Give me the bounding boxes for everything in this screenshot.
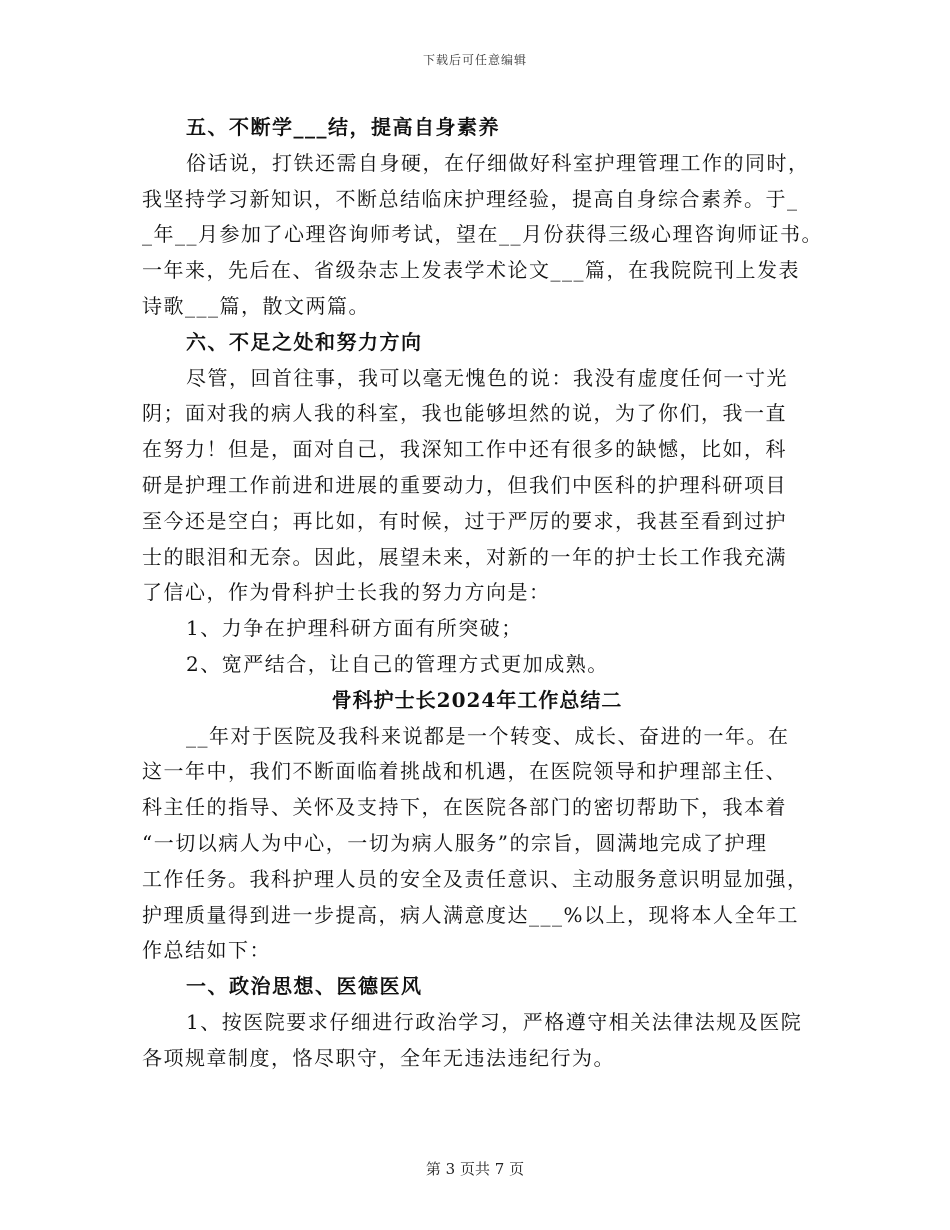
paragraph-line: “一切以病人为中心，一切为病人服务”的宗旨，圆满地完成了护理 — [142, 830, 768, 855]
list-item: 1、力争在护理科研方面有所突破； — [186, 616, 523, 641]
paragraph-line: 各项规章制度，恪尽职守，全年无违法违纪行为。 — [142, 1045, 615, 1070]
paragraph-line: 诗歌___篇，散文两篇。 — [142, 293, 370, 318]
paragraph-line: 在努力！但是，面对自己，我深知工作中还有很多的缺憾，比如，科 — [142, 437, 787, 462]
paragraph-line: 一年来，先后在、省级杂志上发表学术论文___篇，在我院院刊上发表 — [142, 258, 800, 283]
paragraph-line: 我坚持学习新知识，不断总结临床护理经验，提高自身综合素养。于_ — [142, 186, 799, 211]
paragraph-line: 研是护理工作前进和进展的重要动力，但我们中医科的护理科研项目 — [142, 472, 787, 497]
document-title: 骨科护士长2024年工作总结二 — [331, 687, 623, 712]
paragraph-line: 士的眼泪和无奈。因此，展望未来，对新的一年的护士长工作我充满 — [142, 544, 787, 569]
paragraph-line: 护理质量得到进一步提高，病人满意度达___%以上，现将本人全年工 — [142, 902, 800, 927]
paragraph-line: 科主任的指导、关怀及支持下，在医院各部门的密切帮助下，我本着 — [142, 795, 787, 820]
paragraph-line: 至今还是空白；再比如，有时候，过于严厉的要求，我甚至看到过护 — [142, 508, 787, 533]
document-body — [142, 110, 823, 1077]
paragraph-line: __年对于医院及我科来说都是一个转变、成长、奋进的一年。在 — [186, 723, 790, 748]
page-footer: 第 3 页共 7 页 — [425, 1160, 525, 1178]
section-heading: 五、不断学___结，提高自身素养 — [186, 115, 500, 139]
paragraph-line: _年__月参加了心理咨询师考试，望在__月份获得三级心理咨询师证书。 — [142, 222, 823, 247]
section-heading: 六、不足之处和努力方向 — [186, 329, 423, 354]
paragraph-line: 尽管，回首往事，我可以毫无愧色的说：我没有虚度任何一寸光 — [186, 365, 788, 390]
section-heading: 一、政治思想、医德医风 — [186, 974, 423, 999]
paragraph-line: 1、按医院要求仔细进行政治学习，严格遵守相关法律法规及医院 — [186, 1009, 803, 1034]
paragraph-line: 这一年中，我们不断面临着挑战和机遇，在医院领导和护理部主任、 — [142, 759, 787, 784]
paragraph-line: 了信心，作为骨科护士长我的努力方向是： — [142, 580, 551, 605]
list-item: 2、宽严结合，让自己的管理方式更加成熟。 — [186, 651, 609, 676]
paragraph-line: 俗话说，打铁还需自身硬，在仔细做好科室护理管理工作的同时， — [186, 150, 810, 175]
page-header: 下载后可任意编辑 — [422, 53, 527, 67]
paragraph-line: 阴；面对我的病人我的科室，我也能够坦然的说，为了你们，我一直 — [142, 401, 787, 426]
paragraph-line: 作总结如下： — [142, 938, 271, 963]
paragraph-line: 工作任务。我科护理人员的安全及责任意识、主动服务意识明显加强， — [142, 866, 809, 891]
